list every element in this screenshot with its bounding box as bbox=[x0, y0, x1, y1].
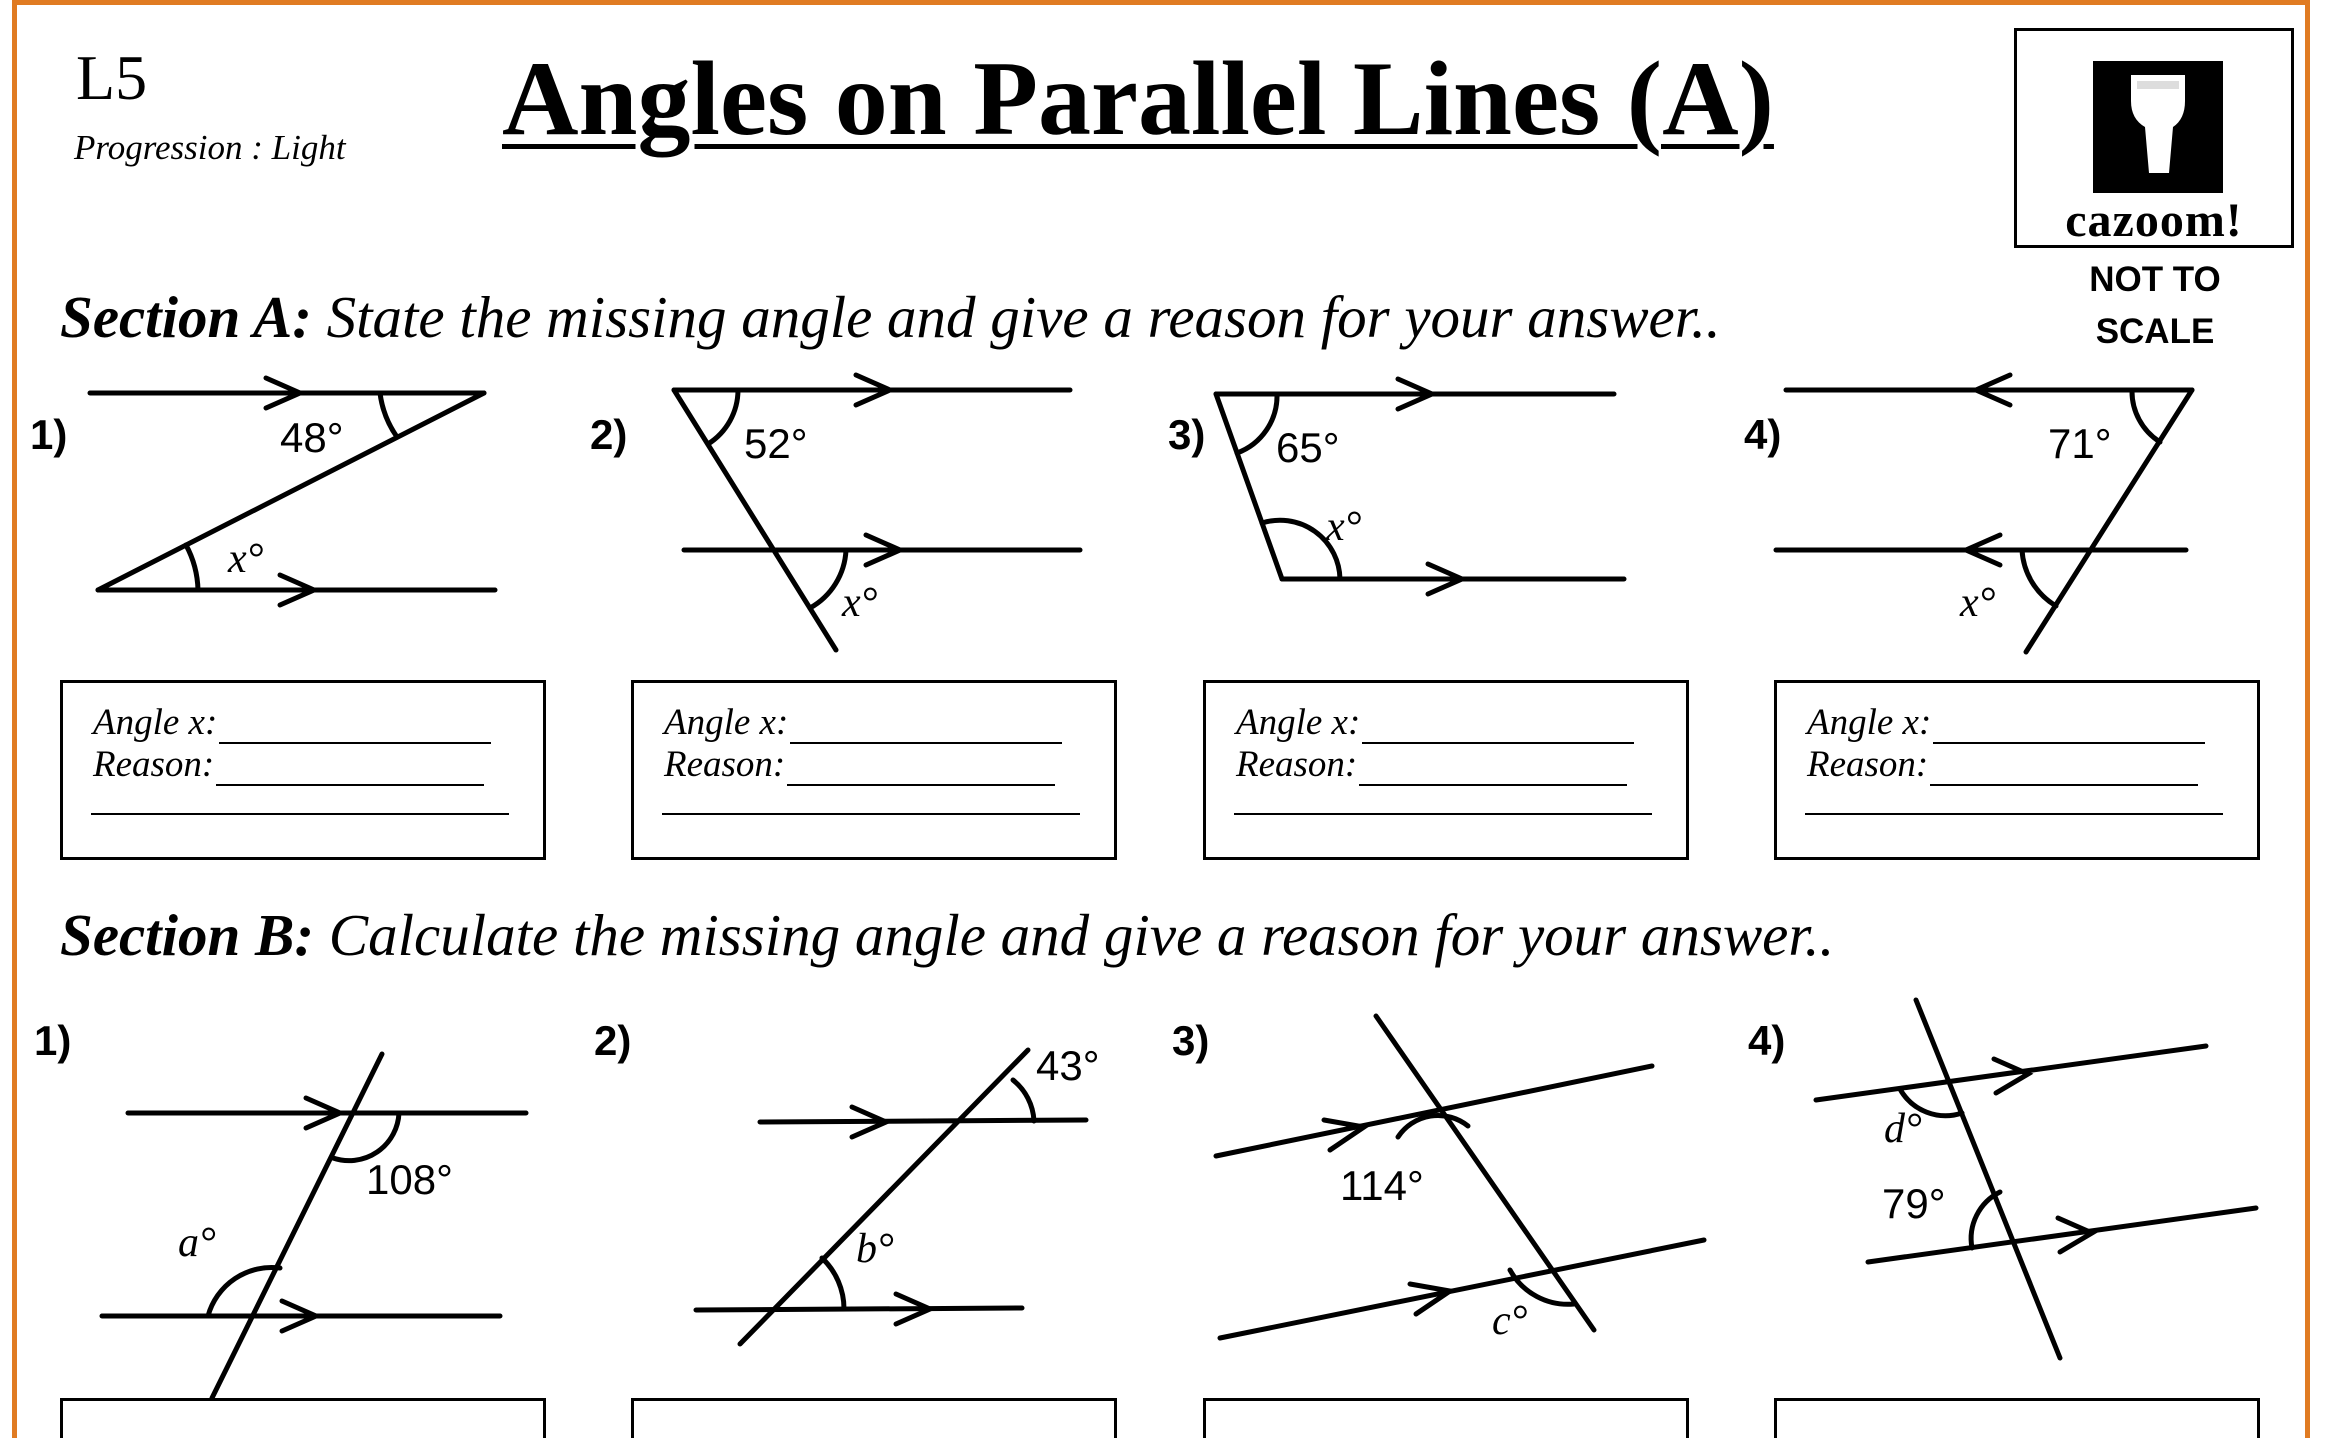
section-a-label: Section A: bbox=[60, 284, 312, 350]
section-a-q1-unknown-angle: x° bbox=[228, 536, 264, 582]
angle-arc bbox=[2132, 390, 2160, 442]
section-a-q3-diagram bbox=[1216, 379, 1624, 594]
reason-label: Reason: bbox=[1236, 744, 1358, 785]
section-a-q4-unknown-angle: x° bbox=[1960, 580, 1996, 626]
angle-label: Angle x: bbox=[1236, 702, 1361, 743]
section-a-q4-number: 4) bbox=[1744, 411, 1782, 458]
not-to-scale-line1: NOT TO bbox=[2089, 260, 2221, 299]
level-label: L5 bbox=[76, 42, 148, 113]
angle-arc bbox=[1237, 394, 1277, 453]
section-b-q2-unknown-angle: b° bbox=[856, 1226, 894, 1272]
transversal bbox=[212, 1054, 382, 1398]
section-b-q2-number: 2) bbox=[594, 1017, 632, 1064]
section-b-q1-unknown-angle: a° bbox=[178, 1220, 216, 1266]
section-a-q3-number: 3) bbox=[1168, 411, 1206, 458]
parallel-line-top bbox=[1816, 1046, 2206, 1100]
reason-label: Reason: bbox=[664, 744, 786, 785]
section-b-q4-given-angle: 79° bbox=[1882, 1180, 1946, 1227]
angle-arc bbox=[2022, 550, 2056, 606]
parallel-line-bottom bbox=[696, 1308, 1022, 1310]
parallel-line-top bbox=[1216, 1066, 1652, 1156]
section-b-q3-number: 3) bbox=[1172, 1017, 1210, 1064]
parallel-line-top bbox=[760, 1120, 1086, 1122]
section-b-instruction: Calculate the missing angle and give a reason for your answer.. bbox=[328, 902, 1835, 968]
not-to-scale-line2: SCALE bbox=[2095, 312, 2215, 351]
section-b-q1-diagram bbox=[102, 1054, 526, 1398]
page-title: Angles on Parallel Lines (A) bbox=[502, 40, 1774, 157]
section-b-q1-given-angle: 108° bbox=[366, 1156, 453, 1203]
angle-arc bbox=[186, 545, 198, 590]
section-a-q1-given-angle: 48° bbox=[280, 414, 344, 461]
section-b-q4-number: 4) bbox=[1748, 1017, 1786, 1064]
section-b-label: Section B: bbox=[60, 902, 315, 968]
angle-label: Angle x: bbox=[93, 702, 218, 743]
section-a-q2-number: 2) bbox=[590, 411, 628, 458]
section-b-q1-number: 1) bbox=[34, 1017, 72, 1064]
progression-label: Progression : Light bbox=[74, 128, 346, 167]
section-a-q1-diagram bbox=[90, 378, 495, 605]
section-b-q2-given-angle: 43° bbox=[1036, 1042, 1100, 1089]
angle-arc bbox=[380, 393, 397, 437]
section-b-q3-given-angle: 114° bbox=[1340, 1162, 1424, 1209]
logo-text: cazoom! bbox=[2065, 194, 2243, 247]
section-b-q3-diagram bbox=[1216, 1016, 1704, 1338]
section-a-q3-unknown-angle: x° bbox=[1326, 504, 1362, 550]
section-a-q1-number: 1) bbox=[30, 411, 68, 458]
section-a-instruction: State the missing angle and give a reason for your answer.. bbox=[326, 284, 1721, 350]
angle-arc bbox=[708, 390, 738, 444]
angle-arc bbox=[822, 1258, 844, 1309]
transversal bbox=[740, 1050, 1028, 1344]
reason-label: Reason: bbox=[1807, 744, 1929, 785]
transversal bbox=[1916, 1000, 2060, 1358]
section-a-q2-given-angle: 52° bbox=[744, 420, 808, 467]
section-b-q4-diagram bbox=[1816, 1000, 2256, 1358]
section-a-q2-unknown-angle: x° bbox=[842, 580, 878, 626]
angle-label: Angle x: bbox=[1807, 702, 1932, 743]
angle-arc bbox=[810, 550, 846, 608]
section-b-q3-unknown-angle: c° bbox=[1492, 1298, 1528, 1344]
parallel-line-bottom bbox=[1220, 1240, 1704, 1338]
angle-label: Angle x: bbox=[664, 702, 789, 743]
angle-arc bbox=[208, 1267, 280, 1316]
section-b-q2-diagram bbox=[696, 1050, 1086, 1344]
section-a-q4-given-angle: 71° bbox=[2048, 420, 2112, 467]
reason-label: Reason: bbox=[93, 744, 215, 785]
section-b-q4-unknown-angle: d° bbox=[1884, 1106, 1922, 1152]
section-a-q3-given-angle: 65° bbox=[1276, 424, 1340, 471]
angle-arc bbox=[1013, 1080, 1034, 1121]
